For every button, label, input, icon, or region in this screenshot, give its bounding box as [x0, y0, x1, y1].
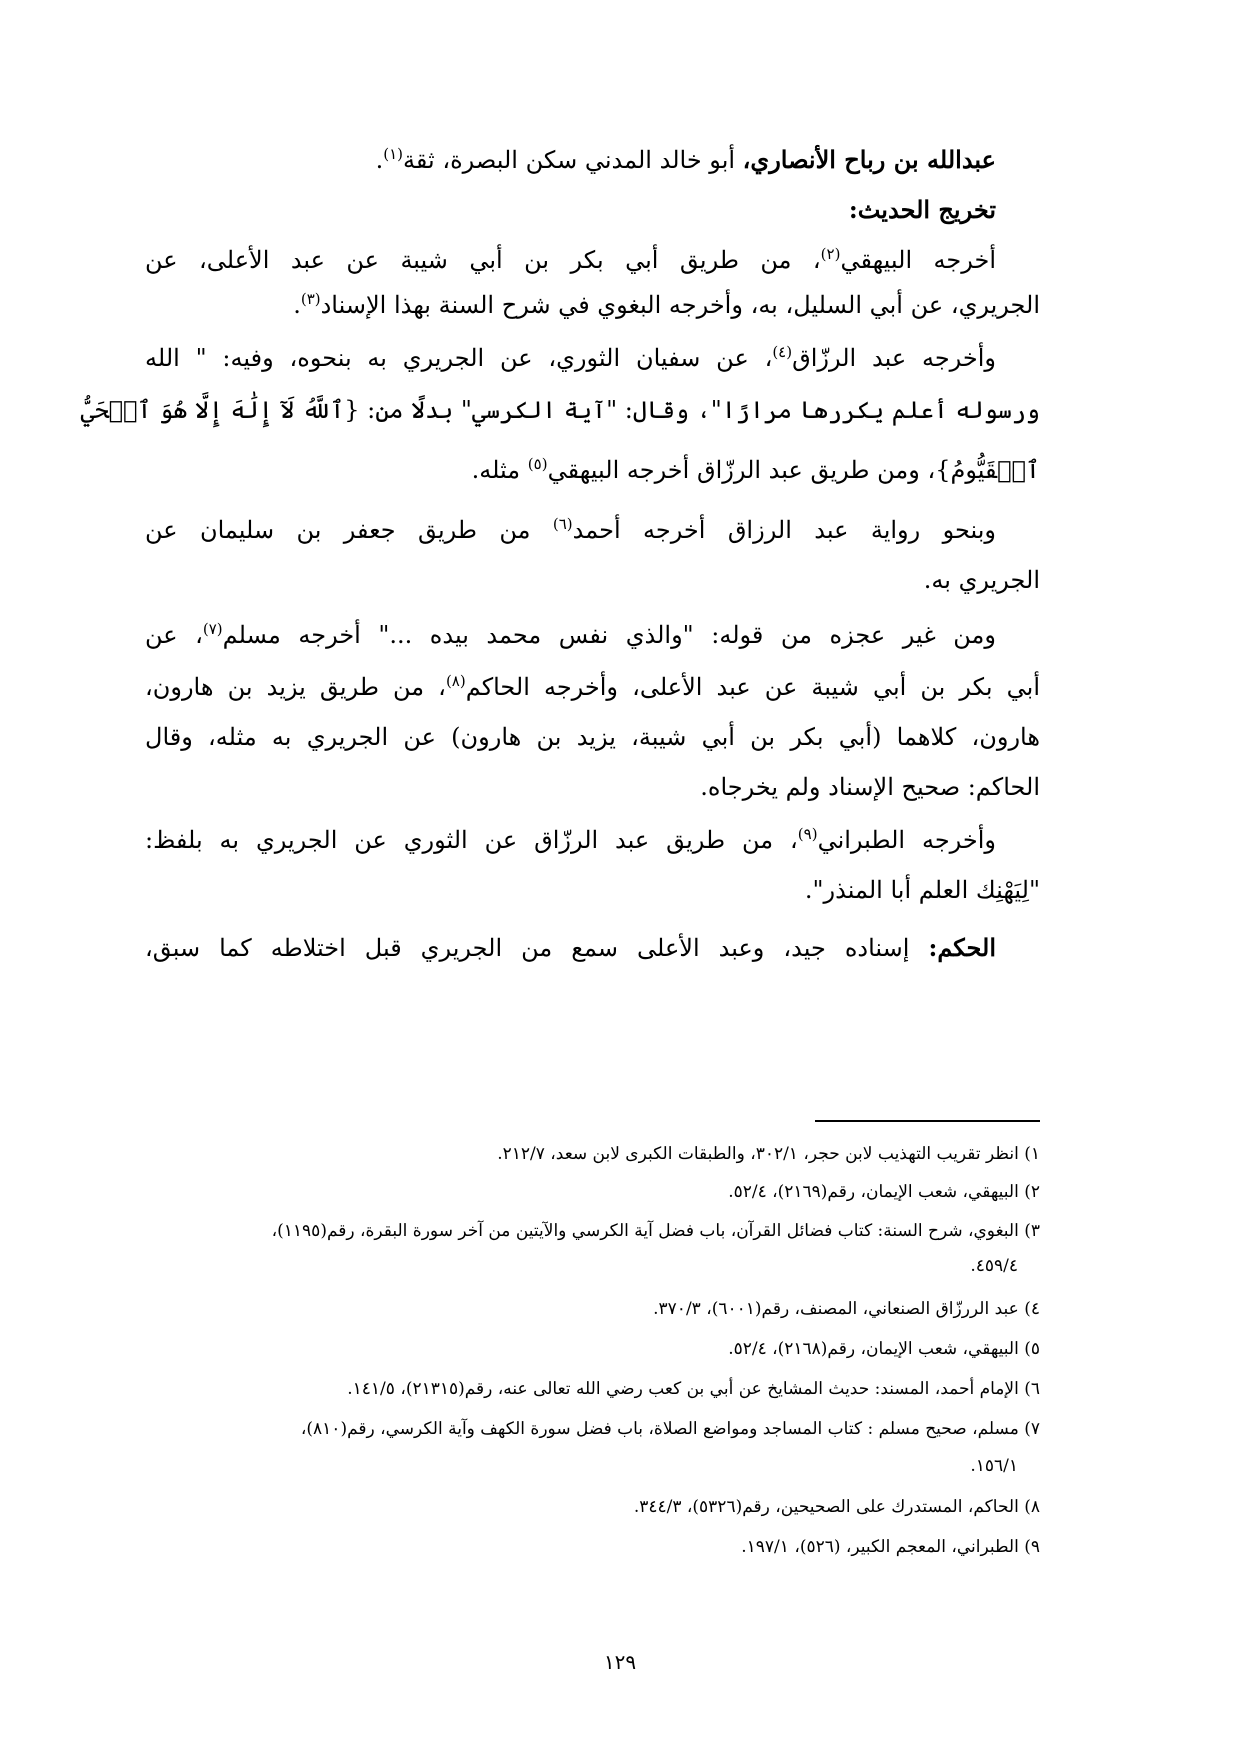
footnote-7-cont: ١٥٦/١. — [970, 1456, 1018, 1476]
footnote-ref-5[interactable]: (٥) — [527, 455, 548, 473]
text-line: الجريري به. — [923, 566, 1040, 594]
section-heading: تخريج الحديث: — [848, 195, 996, 224]
footnote-ref-9[interactable]: (٩) — [797, 825, 818, 843]
footnote-ref-8[interactable]: (٨) — [445, 672, 466, 690]
text-line: أخرجه البيهقي$^{(٢)}$، من طريق أبي بكر بن أبي شيبة عن عبد الأعلى، عن — [145, 245, 997, 274]
footnote-ref-6[interactable]: (٦) — [552, 515, 573, 533]
footnote-ref-1[interactable]: (١) — [383, 145, 404, 163]
text-line: ٱلۡقَيُّومُ}، ومن طريق عبد الرزّاق أخرجه البيهقي$^{(٥)}$ مثله. — [471, 455, 1040, 484]
footnote-ref-2[interactable]: (٢) — [820, 245, 841, 263]
text-line: ورسوله أعلم يكررها مرارًا"، وقال: "آية الكرسي" بدلًا من: {ٱللَّهُ لَآ إِلَٰهَ إِلَّا هُوَ ٱلۡحَيُّ — [80, 396, 1040, 424]
text-line: هارون، كلاهما (أبي بكر بن أبي شيبة، يزيد بن هارون) عن الجريري به مثله، وقال — [145, 723, 1040, 751]
footnote-8: ٨) الحاكم، المستدرك على الصحيحين، رقم(٥٣٢٦)، ٣٤٤/٣. — [633, 1497, 1040, 1517]
narrator-line: عبدالله بن رباح الأنصاري، أبو خالد المدني سكن البصرة، ثقة$^{(١)}$. — [375, 145, 996, 174]
text-line: "لِيَهْنِك العلم أبا المنذر". — [804, 876, 1040, 904]
ruling-line: الحكم: إسناده جيد، وعبد الأعلى سمع من الجريري قبل اختلاطه كما سبق، — [145, 933, 997, 962]
text-line: وأخرجه عبد الرزّاق$^{(٤)}$، عن سفيان الثوري، عن الجريري به بنحوه، وفيه: " الله — [145, 343, 996, 372]
footnote-2: ٢) البيهقي، شعب الإيمان، رقم(٢١٦٩)، ٥٢/٤. — [728, 1182, 1040, 1202]
footnote-ref-7[interactable]: (٧) — [202, 620, 223, 638]
ruling-label: الحكم: — [928, 933, 997, 962]
text-line: الحاكم: صحيح الإسناد ولم يخرجاه. — [700, 773, 1040, 801]
text-line: وأخرجه الطبراني$^{(٩)}$، من طريق عبد الرزّاق عن الثوري عن الجريري به بلفظ: — [145, 825, 996, 854]
footnote-5: ٥) البيهقي، شعب الإيمان، رقم(٢١٦٨)، ٥٢/٤. — [728, 1339, 1040, 1359]
page-number: ١٢٩ — [603, 1650, 637, 1674]
footnote-ref-3[interactable]: (٣) — [300, 290, 321, 308]
text-line: وبنحو رواية عبد الرزاق أخرجه أحمد$^{(٦)}$ من طريق جعفر بن سليمان عن — [145, 515, 996, 544]
footnote-4: ٤) عبد الررزّاق الصنعاني، المصنف، رقم(٦٠٠١)، ٣٧٠/٣. — [653, 1299, 1040, 1319]
text-line: ومن غير عجزه من قوله: "والذي نفس محمد بيده ..." أخرجه مسلم$^{(٧)}$، عن — [145, 620, 996, 649]
footnote-1: ١) انظر تقريب التهذيب لابن حجر، ٣٠٢/١، والطبقات الكبرى لابن سعد، ٢١٢/٧. — [497, 1144, 1040, 1164]
footnote-3-cont: ٤٥٩/٤. — [970, 1256, 1018, 1276]
text-line: الجريري، عن أبي السليل، به، وأخرجه البغوي في شرح السنة بهذا الإسناد$^{(٣)}$. — [293, 290, 1040, 319]
footnote-separator — [815, 1120, 1040, 1122]
footnote-ref-4[interactable]: (٤) — [772, 343, 793, 361]
footnote-6: ٦) الإمام أحمد، المسند: حديث المشايخ عن أبي بن كعب رضي الله تعالى عنه، رقم(٢١٣١٥)، ١٤١/٥. — [347, 1379, 1040, 1399]
footnote-9: ٩) الطبراني، المعجم الكبير، (٥٢٦)، ١٩٧/١. — [741, 1537, 1040, 1557]
text-line: أبي بكر بن أبي شيبة عن عبد الأعلى، وأخرجه الحاكم$^{(٨)}$، من طريق يزيد بن هارون، — [145, 672, 1040, 701]
narrator-name: عبدالله بن رباح الأنصاري، — [742, 145, 996, 174]
footnote-3: ٣) البغوي، شرح السنة: كتاب فضائل القرآن، باب فضل آية الكرسي والآيتين من آخر سورة البقرة، رقم(١١٩٥)، — [271, 1221, 1040, 1241]
footnote-7: ٧) مسلم، صحيح مسلم : كتاب المساجد ومواضع الصلاة، باب فضل سورة الكهف وآية الكرسي، رقم(٨١٠)، — [300, 1419, 1040, 1439]
